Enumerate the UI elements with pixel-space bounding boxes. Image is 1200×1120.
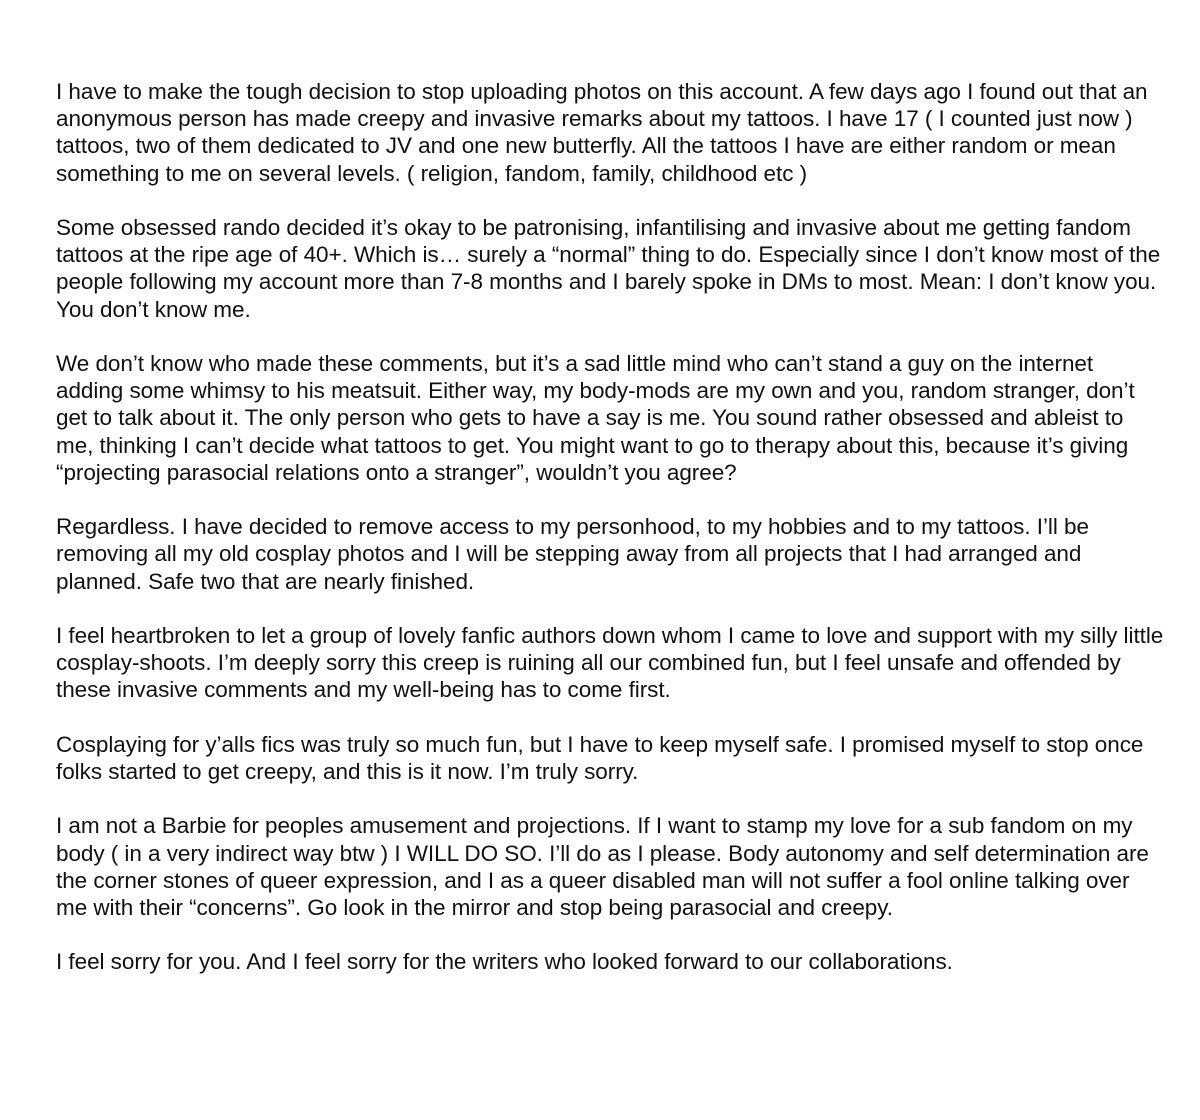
paragraph-1: I have to make the tough decision to stop uploading photos on this account. A few days ago I found out that an anonymous person has made creepy and invasive remarks about my tattoos. I have 17 ( I counted just now ) tattoos, two of them dedicated to JV and one new butterfly. All the tattoos I have are either random or mean something to me on several levels. ( religion, fandom, family, childhood etc ) <box>56 79 1148 186</box>
paragraph-6: Cosplaying for y’alls fics was truly so much fun, but I have to keep myself safe. I promised myself to stop once folks started to get creepy, and this is it now. I’m truly sorry. <box>56 731 1144 784</box>
paragraph-3: We don’t know who made these comments, but it’s a sad little mind who can’t stand a guy on the internet adding some whimsy to his meatsuit. Either way, my body-mods are my own and you, random stranger, don’t get to talk about it. The only person who gets to have a say is me. You sound rather obsessed and ableist to me, thinking I can’t decide what tattoos to get. You might want to go to therapy about this, because it’s giving “projecting parasocial relations onto a stranger”, wouldn’t you agree? <box>56 351 1135 485</box>
document-body <box>56 78 1166 976</box>
paragraph-2: Some obsessed rando decided it’s okay to be patronising, infantilising and invasive about me getting fandom tattoos at the ripe age of 40+. Which is… surely a “normal” thing to do. Especially since I don’t know most of the people following my account more than 7-8 months and I barely spoke in DMs to most. Mean: I don’t know you. You don’t know me. <box>56 215 1161 322</box>
paragraph-8: I feel sorry for you. And I feel sorry for the writers who looked forward to our collaborations. <box>56 949 953 975</box>
paragraph-5: I feel heartbroken to let a group of lovely fanfic authors down whom I came to love and support with my silly little cosplay-shoots. I’m deeply sorry this creep is ruining all our combined fun, but I feel unsafe and offended by these invasive comments and my well-being has to come first. <box>56 623 1164 703</box>
paragraph-4: Regardless. I have decided to remove access to my personhood, to my hobbies and to my tattoos. I’ll be removing all my old cosplay photos and I will be stepping away from all projects that I had arranged and planned. Safe two that are nearly finished. <box>56 514 1089 594</box>
paragraph-7: I am not a Barbie for peoples amusement and projections. If I want to stamp my love for a sub fandom on my body ( in a very indirect way btw ) I WILL DO SO. I’ll do as I please. Body autonomy and self determination are the corner stones of queer expression, and I as a queer disabled man will not suffer a fool online talking over me with their “concerns”. Go look in the mirror and stop being parasocial and creepy. <box>56 813 1149 920</box>
